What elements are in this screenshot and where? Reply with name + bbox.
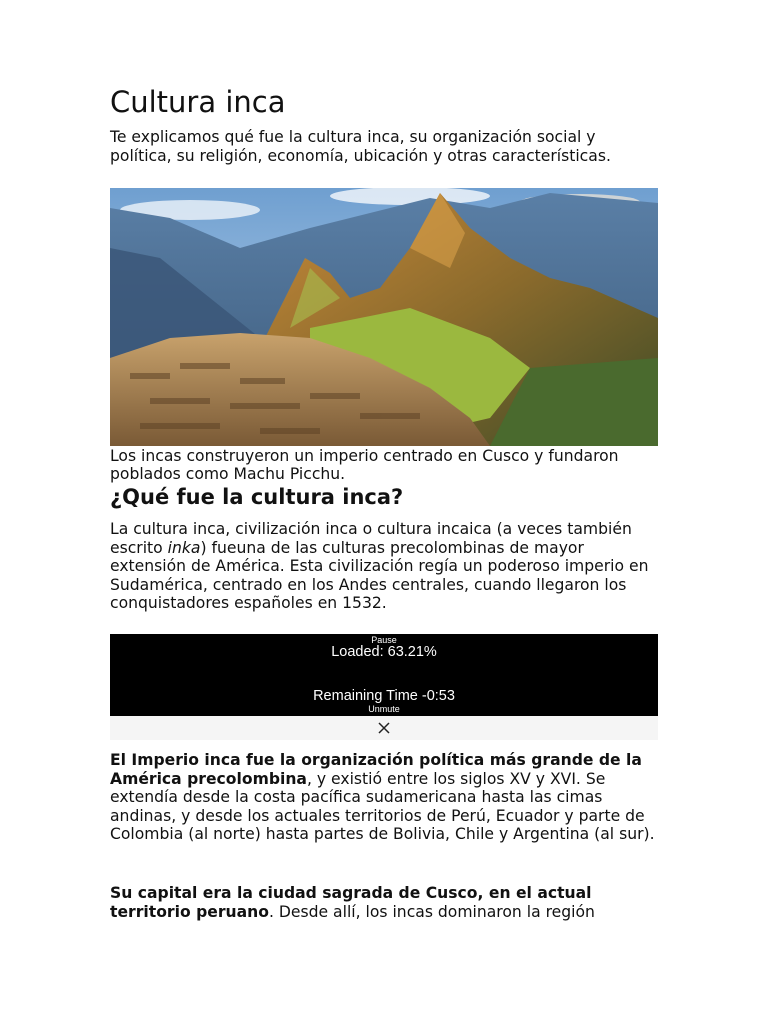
machu-picchu-image: [110, 188, 658, 446]
paragraph-3: [110, 884, 658, 921]
image-caption: Los incas construyeron un imperio centrado en Cusco y fundaron poblados como Machu Picchu.: [110, 447, 619, 483]
paragraph-1: [110, 520, 658, 613]
paragraph-2: [110, 751, 658, 844]
page-title: Cultura inca: [110, 85, 286, 119]
video-close-bar: [110, 716, 658, 740]
section-heading: ¿Qué fue la cultura inca?: [110, 485, 404, 509]
paragraph-1-text-a: La cultura inca, civilización inca o cultura incaica (a veces también escrito: [110, 520, 632, 557]
paragraph-2-bold: El Imperio inca fue la organización política más grande de la América precolombina: [110, 751, 642, 788]
paragraph-1-text-b: ) fueuna de las culturas precolombinas de mayor extensión de América. Esta civilización regía un poderoso imperio en Sudamérica, centrado en los Andes centrales, cuando llegaron los conquistadores españoles en 1532.: [110, 538, 649, 612]
video-player[interactable]: [110, 634, 658, 716]
pause-button[interactable]: Pause: [371, 635, 397, 645]
intro-text: Te explicamos qué fue la cultura inca, su organización social y política, su religión, economía, ubicación y otras características.: [110, 128, 611, 165]
close-icon[interactable]: [376, 720, 392, 736]
remaining-time: Remaining Time -0:53: [313, 688, 455, 704]
paragraph-3-text: . Desde allí, los incas dominaron la región: [268, 902, 595, 921]
loaded-status: Loaded: 63.21%: [331, 644, 437, 660]
paragraph-1-emphasis: inka: [167, 538, 201, 557]
unmute-button[interactable]: Unmute: [368, 704, 400, 714]
paragraph-2-text: , y existió entre los siglos XV y XVI. Se extendía desde la costa pacífica sudamericana hasta las cimas andinas, y desde los actuales territorios de Perú, Ecuador y parte de Colombia (al norte) hasta partes de Bolivia, Chile y Argentina (al sur).: [110, 769, 655, 843]
paragraph-3-bold: Su capital era la ciudad sagrada de Cusco, en el actual territorio peruano: [110, 884, 592, 921]
